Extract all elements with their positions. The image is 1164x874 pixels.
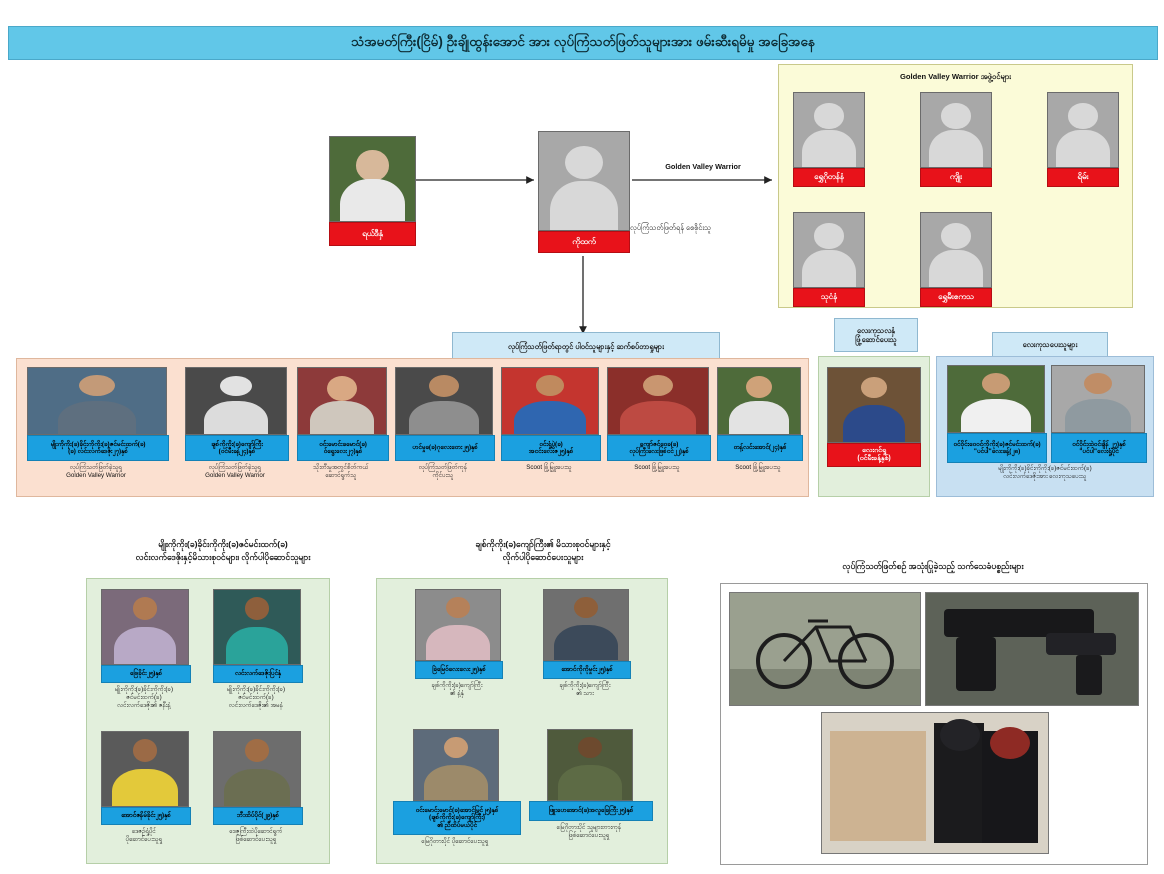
clothing-icon bbox=[822, 713, 1048, 853]
participant-caption: Scoot ဖြုံ့မြှူးပေးသူ bbox=[634, 464, 680, 471]
participant-label: တန့်လင်းအောင်(၂၄)နှစ် bbox=[717, 435, 803, 461]
silhouette-body-icon bbox=[1056, 130, 1109, 167]
member-label: ခြဲမြေဝ်လေးလေး၂၅)နှစ် bbox=[415, 661, 503, 679]
weapon-helpers-panel bbox=[936, 356, 1154, 497]
portrait-body-icon bbox=[340, 179, 405, 221]
evidence-photo-weapon bbox=[925, 592, 1139, 706]
weapon-helper-0 bbox=[947, 365, 1043, 463]
member-label: ဖြေခိုင်း၂၅)နှစ် bbox=[101, 665, 191, 683]
family-0-member-0 bbox=[101, 589, 187, 710]
portrait-body-icon bbox=[424, 765, 488, 800]
gvw-member-photo bbox=[793, 212, 865, 288]
participant-label: ဝင်းရှုံ့ပွဲ(ခ) အငင်းလေးဇ၂၅)နှစ် bbox=[501, 435, 601, 461]
participant-caption: လုပ်ကြံသတ်ဖြတ်ခဲ့သူရှု Golden Valley Warrior bbox=[205, 464, 265, 480]
participant-3 bbox=[395, 367, 491, 480]
member-label: ဘီးထိပ်ပိုင်(၂၉)နှစ် bbox=[213, 807, 303, 825]
participant-photo bbox=[27, 367, 167, 435]
member-caption: မျိုးကိုကိုး(ခ)ခိုင်းကိုကိုး(ခ) ဇင်မင်းထက်(ခ) လင်းလက်ဒေဇိုး၏ ဇနီးနံ့ bbox=[114, 686, 174, 710]
evidence-photo-bicycle bbox=[729, 592, 921, 706]
member-photo bbox=[543, 589, 629, 661]
bicycle-icon bbox=[730, 593, 920, 705]
portrait-head-icon bbox=[356, 150, 388, 180]
page-title-text: သံအမတ်ကြီး(ငြိမ်) ဦးချိုထွန်းအောင် အား လုပ်ကြံသတ်ဖြတ်သူများအား ဖမ်းဆီးရမိမှု အခြေအနေ bbox=[351, 34, 815, 49]
gvw-group-title: Golden Valley Warrior အဖွဲ့ဝင်များ bbox=[899, 72, 1012, 81]
member-photo bbox=[213, 589, 301, 665]
silhouette-head-icon bbox=[814, 103, 843, 128]
mastermind-photo bbox=[538, 131, 630, 231]
participant-photo bbox=[501, 367, 599, 435]
portrait-body-icon bbox=[224, 769, 289, 806]
portrait-head-icon bbox=[429, 375, 460, 397]
participant-5 bbox=[607, 367, 707, 472]
gvw-member-label: ရိမ်း bbox=[1047, 168, 1119, 187]
portrait-body-icon bbox=[114, 627, 176, 664]
member-photo bbox=[101, 731, 189, 807]
member-photo bbox=[101, 589, 189, 665]
portrait-head-icon bbox=[245, 597, 269, 619]
participant-label: ဝင်းမောင်းခမောင်(ခ) ဝ်ရွေးလေး၂၇)နှစ် bbox=[297, 435, 389, 461]
participant-label: ကျော်ဇင်ဝေခ(ခ) လုပ်ကြီးလေးဖြစ်ငင်၂၂)နှစ် bbox=[607, 435, 711, 461]
participant-caption: Scoot ဖြုံ့မြှူးပေးသူ bbox=[526, 464, 572, 471]
participant-photo bbox=[717, 367, 801, 435]
family-1-member-0 bbox=[415, 589, 499, 698]
portrait-head-icon bbox=[245, 739, 269, 761]
weapon-helpers-title: လေးကုသပေးသူများ bbox=[992, 332, 1108, 358]
silhouette-head-icon bbox=[565, 146, 603, 179]
weapon-icon bbox=[926, 593, 1138, 705]
family-0-member-2 bbox=[101, 731, 187, 844]
gvw-member-label: ကျိုး bbox=[920, 168, 992, 187]
gvw-member-photo bbox=[1047, 92, 1119, 168]
gvw-member-label: ရွှေမီးဧကသ bbox=[920, 288, 992, 307]
portrait-body-icon bbox=[310, 401, 373, 434]
gvw-member-1 bbox=[920, 92, 990, 187]
member-photo bbox=[547, 729, 633, 801]
gvw-group-panel bbox=[778, 64, 1133, 308]
participant-photo bbox=[395, 367, 493, 435]
portrait-head-icon bbox=[220, 376, 252, 396]
victim-photo bbox=[329, 136, 416, 222]
portrait-head-icon bbox=[578, 737, 602, 758]
weapon-helper-1 bbox=[1051, 365, 1143, 463]
portrait-body-icon bbox=[204, 401, 268, 434]
gvw-member-3 bbox=[793, 212, 863, 307]
edge-label-gvw: Golden Valley Warrior bbox=[665, 162, 741, 171]
weapon-helper-photo bbox=[1051, 365, 1145, 433]
gvw-member-0 bbox=[793, 92, 863, 187]
family-group-1-title: ချစ်ကိုကိုး(ခ)ကျော်ကြီး၏ မိသားစုဝင်များနှင့် လိုက်ပါပိုဆောင်ပေးသူများ bbox=[475, 539, 611, 562]
portrait-head-icon bbox=[536, 375, 565, 396]
portrait-head-icon bbox=[79, 375, 115, 396]
family-1-member-1 bbox=[543, 589, 627, 698]
portrait-head-icon bbox=[643, 375, 673, 396]
page-title bbox=[8, 26, 1158, 60]
portrait-body-icon bbox=[1065, 399, 1131, 432]
portrait-head-icon bbox=[982, 373, 1011, 394]
evidence-panel bbox=[720, 583, 1148, 865]
member-caption: ဒေဇုကြီးထဲပိုဆောင်ရွက် ဖြစ်ဆောင်ပေးသူရှု bbox=[229, 828, 283, 844]
member-label: လင်းလက်ဒေဇိုးပြင်နှံ bbox=[213, 665, 303, 683]
gvw-member-label: သုငံနံ bbox=[793, 288, 865, 307]
participant-1 bbox=[185, 367, 285, 480]
weapon-supplier-label: လေးဂင်ရှု (ဝင်မီးခန့်နှစ်) bbox=[827, 443, 921, 467]
weapon-supplier-panel bbox=[818, 356, 930, 497]
silhouette-head-icon bbox=[1068, 103, 1097, 128]
participant-caption: သိုးတီးမှုအတွင်စိတ်ကယ် ဆောင်ရွက်သူ bbox=[313, 464, 369, 480]
participant-label: ဟင်မှုခ(ခ)ဂုလေးတေး၂၅)နှစ် bbox=[395, 435, 495, 461]
member-label: အောင်ကိုကိုမှုင်း၂၅)နှစ် bbox=[543, 661, 631, 679]
member-caption: မြေဂိုတားပိုင် ပိုဆောင်ပေးသူရှု bbox=[421, 838, 489, 845]
silhouette-body-icon bbox=[929, 250, 982, 287]
portrait-body-icon bbox=[843, 405, 906, 442]
portrait-head-icon bbox=[133, 597, 157, 619]
portrait-head-icon bbox=[861, 377, 887, 398]
weapon-helper-label: ဝင်ဝိုင်းဝေဝင်ကိုကိုး(ခ)ဇင်မင်းထက်(ခ) "ပင်ပါ"လေးခန့်(၂၈) bbox=[947, 433, 1047, 463]
member-caption: ချစ်ကိုကိုး(ခ)ကျော်ကြီး ၏ သား bbox=[559, 682, 611, 698]
portrait-head-icon bbox=[746, 376, 772, 398]
participant-caption: လုပ်ကြံသတ်ဖြတ်ကုန် ကိုင်ပးသူ bbox=[418, 464, 468, 480]
silhouette-head-icon bbox=[814, 223, 843, 248]
portrait-body-icon bbox=[58, 401, 135, 434]
weapon-supplier-card bbox=[827, 367, 919, 467]
portrait-body-icon bbox=[620, 401, 696, 434]
participant-photo bbox=[185, 367, 287, 435]
gvw-member-photo bbox=[793, 92, 865, 168]
participant-photo bbox=[297, 367, 387, 435]
portrait-body-icon bbox=[409, 401, 478, 434]
mastermind-name-label: ကိုထက် bbox=[538, 231, 630, 253]
member-label: အောင်ဇနိမ်ခိုင်း၂၅)နှစ် bbox=[101, 807, 191, 825]
portrait-body-icon bbox=[558, 765, 622, 800]
family-group-0-title: မျိုးကိုကိုး(ခ)ခိုင်းကိုကိုး(ခ)ဇင်မင်းထက်(ခ) လင်းလက်ဒေဇိုးနှင့်မိသားစုဝင်များ၊ လိုက်ပါပိုဆောင်သူများ bbox=[135, 539, 311, 562]
participant-label: ချစ်ကိုကိုး(ခ)ကျော်ကြီး (ဝင်မီးခန့်၂၄)နှစ် bbox=[185, 435, 289, 461]
participants-panel bbox=[16, 358, 809, 497]
portrait-head-icon bbox=[574, 597, 598, 618]
mastermind-card bbox=[538, 131, 628, 253]
portrait-body-icon bbox=[226, 627, 288, 664]
weapon-supplier-photo bbox=[827, 367, 921, 443]
victim-card bbox=[329, 136, 414, 246]
member-caption: မြေဂိုတားပိုင် သူများတားကုန် ဖြစ်ဆောင်ပေးသူရှု bbox=[556, 824, 622, 840]
portrait-body-icon bbox=[426, 625, 490, 660]
participant-caption: Scoot ဖြုံ့မြှူးပေးသူ bbox=[735, 464, 781, 471]
weapon-supplier-title: လေးကုသလနှံ ဖြုံ့ဆောင်ပေးသူ bbox=[834, 318, 918, 352]
portrait-head-icon bbox=[327, 376, 357, 401]
portrait-body-icon bbox=[961, 399, 1030, 432]
member-photo bbox=[213, 731, 301, 807]
portrait-head-icon bbox=[1084, 373, 1112, 394]
portrait-head-icon bbox=[444, 737, 468, 758]
member-photo bbox=[415, 589, 501, 661]
mastermind-role-note: လုပ်ကြံသတ်ဖြတ်ရန် စေစိုင်းသူ bbox=[630, 223, 712, 232]
portrait-body-icon bbox=[554, 625, 618, 660]
family-0-member-3 bbox=[213, 731, 299, 844]
gvw-member-photo bbox=[920, 92, 992, 168]
evidence-title: လုပ်ကြံသတ်ဖြတ်စဉ် အသုံးပြုခဲ့သည့် သက်သေခံပစ္စည်းများ bbox=[842, 561, 1024, 571]
weapon-helpers-caption: မျိုးကိုကိုး(ခ)ခိုင်းကိုကိုး(ခ)ဇင်မင်းထက်(ခ) လင်းလက်ဒေဇိုးအား လေးကုသပေးသူ bbox=[998, 465, 1092, 481]
silhouette-body-icon bbox=[929, 130, 982, 167]
participant-photo bbox=[607, 367, 709, 435]
gvw-member-2 bbox=[1047, 92, 1117, 187]
participant-0 bbox=[27, 367, 165, 480]
silhouette-body-icon bbox=[802, 130, 855, 167]
family-1-member-3 bbox=[529, 729, 649, 840]
participant-2 bbox=[297, 367, 385, 480]
portrait-body-icon bbox=[112, 769, 177, 806]
victim-name-label: ရယ်ဒီနှံ bbox=[329, 222, 416, 246]
member-caption: မျိုးကိုကိုး(ခ)ခိုင်းကိုကိုး(ခ) ဇင်မင်းထက်(ခ) လင်းလက်ဒေဇိုး၏ အမနံ bbox=[226, 686, 286, 710]
member-label: ဖြူးဟေအောင်(ခ)အလူခြေကြီး၂၅)နှစ် bbox=[529, 801, 653, 821]
silhouette-head-icon bbox=[941, 223, 970, 248]
family-group-0-panel bbox=[86, 578, 330, 864]
evidence-photo-clothing bbox=[821, 712, 1049, 854]
portrait-body-icon bbox=[729, 401, 788, 434]
gvw-member-4 bbox=[920, 212, 990, 307]
weapon-helper-label: ဝင်ဝိုင်းထဲဝင်ချိန် ၂၇)နှစ် "ပင်ပါ"လေးရှုံ့ပိုင် bbox=[1051, 433, 1147, 463]
member-caption: ချစ်ကိုကိုး(ခ)ကျော်ကြီး ၏ နံ့နှံ bbox=[431, 682, 483, 698]
participant-caption: လုပ်ကြံသတ်ဖြတ်ခဲ့သူရှု Golden Valley Warrior bbox=[66, 464, 126, 480]
portrait-head-icon bbox=[446, 597, 470, 618]
family-group-1-panel bbox=[376, 578, 668, 864]
silhouette-body-icon bbox=[802, 250, 855, 287]
gvw-member-photo bbox=[920, 212, 992, 288]
family-0-member-1 bbox=[213, 589, 299, 710]
participant-6 bbox=[717, 367, 799, 472]
silhouette-body-icon bbox=[550, 181, 618, 230]
silhouette-head-icon bbox=[941, 103, 970, 128]
member-caption: ဒေဇဉ်ရှုံ့ပိုင် ပိုဆောင်ပေးသူရှု bbox=[125, 828, 163, 844]
member-photo bbox=[413, 729, 499, 801]
member-label: ဝင်းမောင်းမောင်(ခ)အောင်မြင်၂၅)နှစ် (ချစ်ကိုကိုး(ခ)ကျော်ကြီး) ၏ ညီထိပ်မယ်ပိုင် bbox=[393, 801, 521, 835]
gvw-member-label: ရွှေဂိုတန်နံ bbox=[793, 168, 865, 187]
participant-label: မျိုးကိုကိုး(ခ)ခိုင်းကိုကိုး(ခ)ဇင်မင်းထက်(ခ) (ခ) လင်းလက်ဒေဇိုး၂၇)နှစ် bbox=[27, 435, 169, 461]
family-1-member-2 bbox=[393, 729, 517, 846]
participant-4 bbox=[501, 367, 597, 472]
participants-title: လုပ်ကြံသတ်ဖြတ်ရာတွင် ပါဝင်သူများနှင့် ဆက်စပ်တာရှုများ bbox=[452, 332, 720, 362]
portrait-head-icon bbox=[133, 739, 157, 761]
weapon-helper-photo bbox=[947, 365, 1045, 433]
portrait-body-icon bbox=[514, 401, 587, 434]
